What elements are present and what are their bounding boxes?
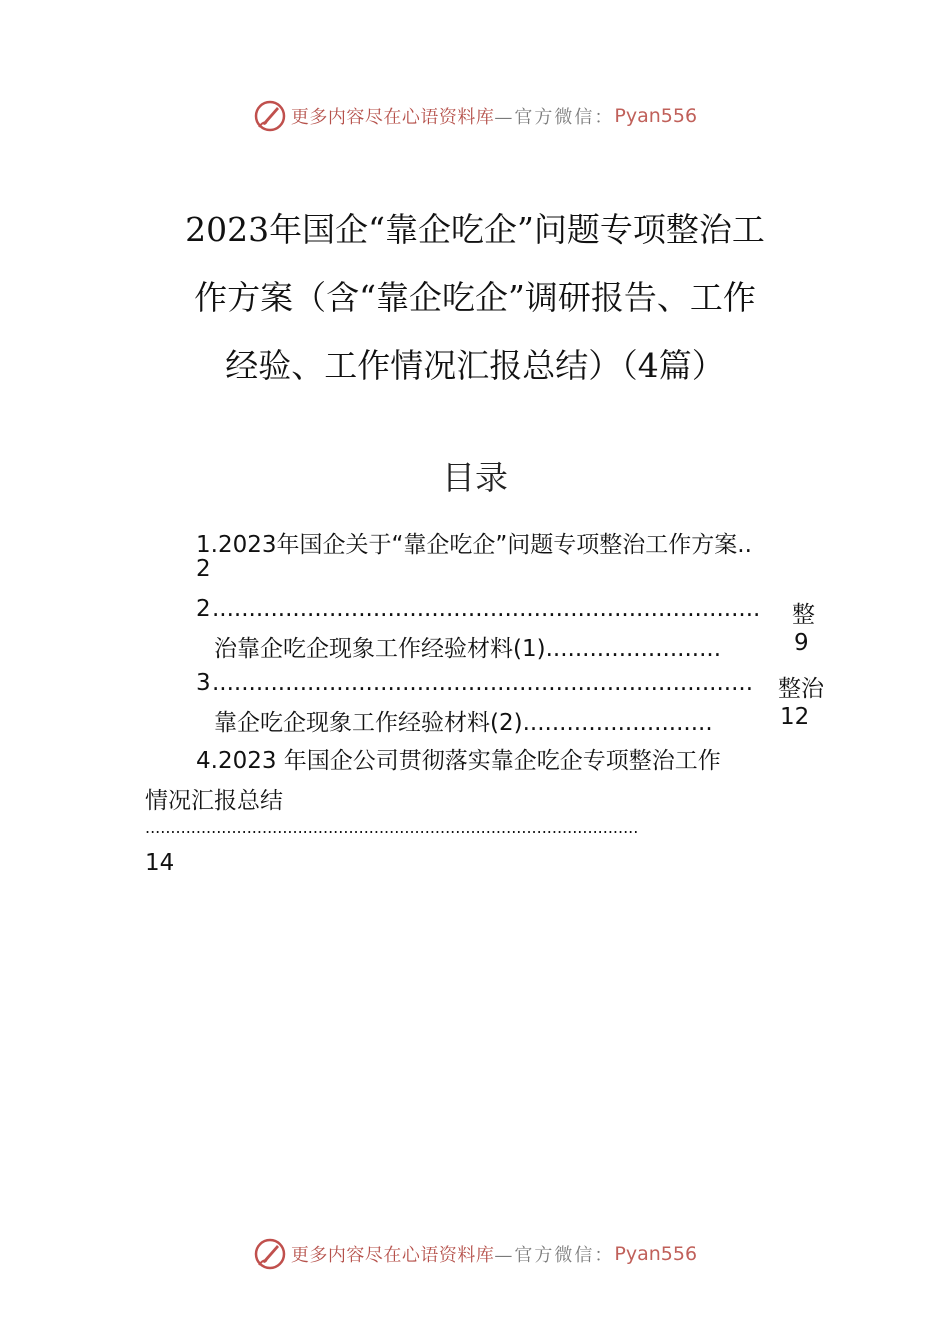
toc-entry-3-page[interactable]: 12 (780, 704, 810, 730)
toc-entry-2-page[interactable]: 9 (794, 630, 809, 656)
title-line-2: 作方案（含“靠企吃企”调研报告、工作 (194, 278, 756, 317)
toc-entry-4-title[interactable]: 4.2023 年国企公司贯彻落实靠企吃企专项整治工作 (196, 748, 721, 774)
toc-entry-4-page[interactable]: 14 (145, 850, 175, 876)
toc-entry-3-number[interactable]: 3 (196, 670, 211, 696)
banner-label: —官方微信： (494, 1245, 615, 1266)
toc-entry-2-leader: ........................................................................... (212, 596, 761, 622)
toc-entry-1-title[interactable]: 1.2023年国企关于“靠企吃企”问题专项整治工作方案.. (196, 532, 752, 558)
banner-wechat-id: Pyan556 (614, 105, 698, 127)
banner-text: 更多内容尽在心语资料库 (290, 107, 495, 128)
toc-entry-2-title-start[interactable]: 整 (792, 602, 815, 628)
title-line-3: 经验、工作情况汇报总结）（4篇） (225, 346, 725, 385)
toc-heading: 目录 (442, 458, 508, 497)
toc-entry-1-page[interactable]: 2 (196, 556, 211, 582)
toc-entry-3-title[interactable]: 靠企吃企现象工作经验材料(2).......................... (214, 710, 713, 736)
toc-entry-4-title-cont[interactable]: 情况汇报总结 (145, 788, 283, 814)
toc-entry-3-title-start[interactable]: 整治 (778, 676, 824, 702)
banner-label: —官方微信： (494, 107, 615, 128)
header-banner (0, 96, 950, 136)
toc-entry-4-leader: ................................................................................................. (145, 818, 639, 837)
document-title (0, 196, 950, 400)
banner-text: 更多内容尽在心语资料库 (290, 1245, 495, 1266)
banner-wechat-id: Pyan556 (614, 1243, 698, 1265)
quill-logo-icon (253, 99, 287, 133)
footer-banner (0, 1234, 950, 1274)
toc-entry-3-leader: .......................................................................... (212, 670, 754, 696)
title-line-1: 2023年国企“靠企吃企”问题专项整治工 (185, 210, 765, 249)
quill-logo-icon (253, 1237, 287, 1271)
toc-entry-2-title[interactable]: 治靠企吃企现象工作经验材料(1)........................ (214, 636, 722, 662)
toc-entry-2-number[interactable]: 2 (196, 596, 211, 622)
